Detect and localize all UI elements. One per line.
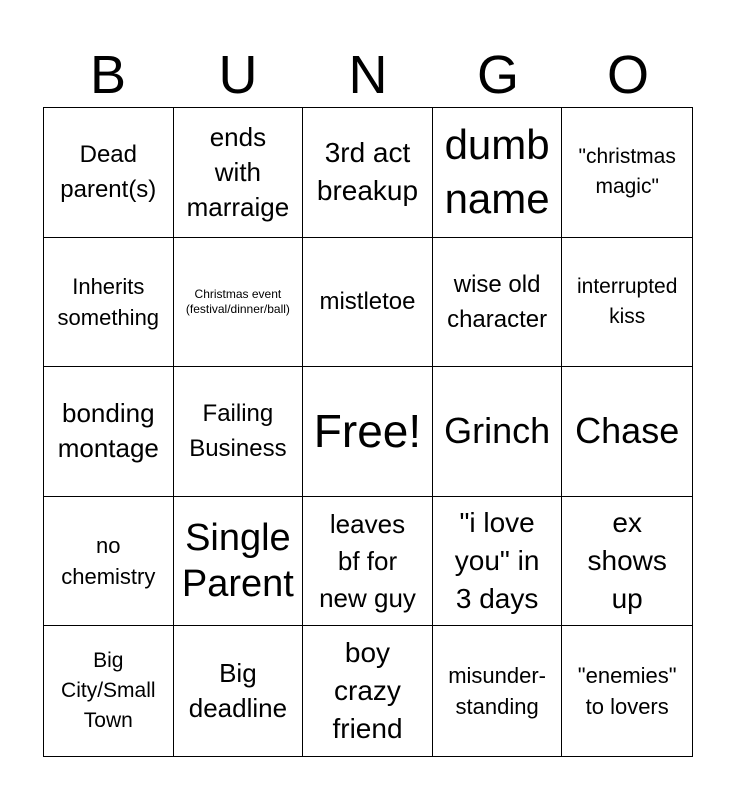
free-space: Free! — [313, 405, 422, 458]
bingo-cell-r3-c1[interactable] — [44, 367, 174, 497]
cell-text: no chemistry — [61, 533, 156, 590]
bingo-cell-r3-c3[interactable] — [303, 367, 433, 497]
bingo-cell-r1-c5[interactable] — [562, 108, 692, 238]
bingo-cell-r4-c2[interactable] — [174, 497, 304, 627]
bingo-cell-r2-c1[interactable] — [44, 238, 174, 368]
cell-text: Chase — [575, 410, 680, 452]
cell-text: dumb name — [444, 121, 550, 223]
cell-text: wise old character — [447, 270, 548, 333]
bingo-cell-r1-c3[interactable] — [303, 108, 433, 238]
bingo-cell-r5-c5[interactable] — [562, 626, 692, 756]
bingo-cell-r3-c5[interactable] — [562, 367, 692, 497]
bingo-cell-r4-c3[interactable] — [303, 497, 433, 627]
header-letter-b: B — [89, 45, 127, 105]
cell-text: Inherits something — [57, 273, 160, 330]
header-letter-g: G — [476, 45, 519, 105]
bingo-cell-r5-c1[interactable] — [44, 626, 174, 756]
cell-text: Single Parent — [181, 517, 294, 606]
bingo-cell-r1-c2[interactable] — [174, 108, 304, 238]
cell-text: Grinch — [444, 410, 551, 452]
cell-text: misunder- standing — [448, 663, 546, 720]
cell-text: Failing Business — [189, 400, 287, 463]
cell-text: Dead parent(s) — [60, 141, 157, 204]
bingo-cell-r1-c1[interactable] — [44, 108, 174, 238]
cell-text: "enemies" to lovers — [577, 663, 677, 720]
cell-text: "christmas magic" — [578, 145, 676, 199]
cell-text: 3rd act breakup — [316, 137, 419, 207]
bingo-header — [43, 44, 693, 106]
cell-text: Big deadline — [188, 658, 288, 724]
header-letter-o: O — [606, 45, 649, 105]
cell-text: bonding montage — [57, 398, 159, 464]
bingo-cell-r1-c4[interactable] — [433, 108, 563, 238]
cell-text: "i love you" in 3 days — [454, 507, 540, 615]
bingo-cell-r2-c5[interactable] — [562, 238, 692, 368]
bingo-cell-r5-c4[interactable] — [433, 626, 563, 756]
cell-text: leaves bf for new guy — [319, 508, 416, 613]
bingo-cell-r3-c2[interactable] — [174, 367, 304, 497]
cell-text: ex shows up — [587, 507, 667, 615]
cell-text: ends with marraige — [186, 121, 290, 222]
cell-text: interrupted kiss — [576, 274, 678, 328]
cell-text: Big City/Small Town — [61, 649, 156, 733]
header-letter-u: U — [218, 45, 258, 105]
header-letter-n: N — [348, 45, 388, 105]
bingo-cell-r5-c3[interactable] — [303, 626, 433, 756]
bingo-cell-r4-c4[interactable] — [433, 497, 563, 627]
bingo-cell-r4-c5[interactable] — [562, 497, 692, 627]
bingo-cell-r5-c2[interactable] — [174, 626, 304, 756]
cell-text: Christmas event (festival/dinner/ball) — [185, 286, 290, 316]
bingo-board — [43, 107, 693, 757]
bingo-cell-r2-c2[interactable] — [174, 238, 304, 368]
bingo-cell-r2-c3[interactable] — [303, 238, 433, 368]
bingo-cell-r2-c4[interactable] — [433, 238, 563, 368]
cell-text: mistletoe — [319, 288, 416, 316]
cell-text: boy crazy friend — [332, 637, 403, 745]
bingo-cell-r3-c4[interactable] — [433, 367, 563, 497]
bingo-cell-r4-c1[interactable] — [44, 497, 174, 627]
